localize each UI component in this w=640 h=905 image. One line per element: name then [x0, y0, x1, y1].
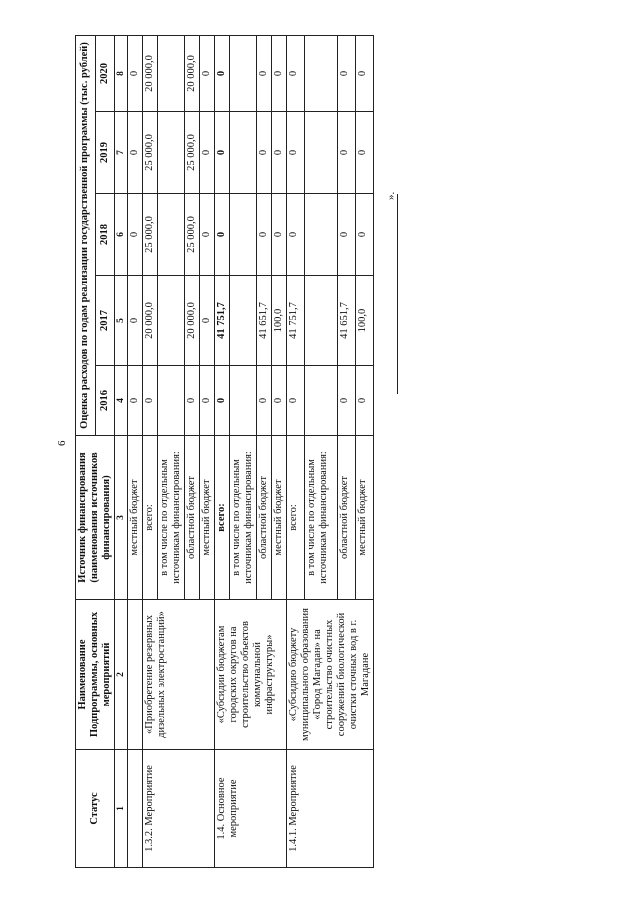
value-cell	[158, 194, 185, 276]
header-year: 2020	[95, 35, 115, 111]
index-cell: 4	[115, 366, 128, 436]
value-cell: 0	[128, 194, 143, 276]
value-cell: 25 000,0	[185, 194, 200, 276]
value-cell: 25 000,0	[185, 112, 200, 194]
value-cell: 0	[272, 112, 287, 194]
closing-quote: ».	[385, 191, 397, 200]
index-cell: 7	[115, 112, 128, 194]
source-cell: всего:	[215, 436, 230, 600]
value-cell: 0	[337, 366, 355, 436]
value-cell: 0	[287, 194, 305, 276]
index-cell: 1	[115, 750, 128, 868]
source-cell: областной бюджет	[257, 436, 272, 600]
table-row	[215, 35, 230, 867]
value-cell: 0	[337, 194, 355, 276]
value-cell	[305, 366, 338, 436]
value-cell: 0	[257, 35, 272, 111]
expenditure-table	[75, 35, 374, 868]
index-row	[115, 35, 128, 867]
value-cell	[305, 194, 338, 276]
value-cell: 0	[128, 366, 143, 436]
value-cell	[158, 366, 185, 436]
source-cell: местный бюджет	[200, 436, 215, 600]
value-cell: 0	[257, 112, 272, 194]
value-cell	[305, 112, 338, 194]
value-cell	[230, 366, 257, 436]
value-cell: 0	[287, 366, 305, 436]
value-cell: 0	[257, 366, 272, 436]
value-cell: 20 000,0	[185, 35, 200, 111]
value-cell: 0	[215, 194, 230, 276]
header-name: Наименование Подпрограммы, основных мероприятий	[76, 600, 115, 750]
status-cell	[128, 750, 143, 868]
value-cell: 0	[355, 194, 373, 276]
header-year: 2017	[95, 276, 115, 366]
status-cell: 1.4. Основное мероприятие	[215, 750, 287, 868]
value-cell: 20 000,0	[143, 276, 158, 366]
value-cell: 20 000,0	[143, 35, 158, 111]
value-cell: 100,0	[355, 276, 373, 366]
value-cell	[305, 276, 338, 366]
value-cell	[230, 276, 257, 366]
value-cell: 0	[257, 194, 272, 276]
header-status: Статус	[76, 750, 115, 868]
value-cell: 41 751,7	[287, 276, 305, 366]
value-cell: 25 000,0	[143, 112, 158, 194]
value-cell: 41 651,7	[337, 276, 355, 366]
value-cell: 0	[200, 366, 215, 436]
value-cell: 0	[355, 35, 373, 111]
value-cell: 0	[215, 35, 230, 111]
name-cell: «Субсидии бюджетам городских округов на строительство объектов коммунальной инфраструктуры»	[215, 600, 287, 750]
source-cell: областной бюджет	[337, 436, 355, 600]
source-cell: местный бюджет	[128, 436, 143, 600]
index-cell: 5	[115, 276, 128, 366]
index-cell: 2	[115, 600, 128, 750]
value-cell: 0	[128, 276, 143, 366]
rotated-page	[75, 36, 480, 868]
value-cell: 0	[143, 366, 158, 436]
index-cell: 3	[115, 436, 128, 600]
index-cell: 8	[115, 35, 128, 111]
value-cell: 0	[200, 112, 215, 194]
header-year: 2018	[95, 194, 115, 276]
value-cell: 0	[215, 112, 230, 194]
page-number: 6	[56, 440, 68, 446]
value-cell: 0	[128, 112, 143, 194]
index-cell: 6	[115, 194, 128, 276]
value-cell	[305, 35, 338, 111]
value-cell: 41 751,7	[215, 276, 230, 366]
status-cell: 1.3.2. Мероприятие	[143, 750, 215, 868]
value-cell	[230, 194, 257, 276]
source-cell: в том числе по отдельным источникам финансирования:	[158, 436, 185, 600]
table-row	[128, 35, 143, 867]
name-cell	[128, 600, 143, 750]
status-cell: 1.4.1. Мероприятие	[287, 750, 374, 868]
source-cell: в том числе по отдельным источникам финансирования:	[305, 436, 338, 600]
value-cell: 41 651,7	[257, 276, 272, 366]
header-year: 2016	[95, 366, 115, 436]
source-cell: всего:	[143, 436, 158, 600]
value-cell: 0	[128, 35, 143, 111]
value-cell: 0	[337, 112, 355, 194]
value-cell	[230, 112, 257, 194]
source-cell: всего:	[287, 436, 305, 600]
value-cell	[158, 112, 185, 194]
value-cell: 0	[272, 366, 287, 436]
value-cell: 100,0	[272, 276, 287, 366]
table-row	[287, 35, 305, 867]
closing-line	[397, 194, 398, 394]
value-cell: 0	[200, 194, 215, 276]
value-cell	[158, 35, 185, 111]
value-cell: 0	[215, 366, 230, 436]
value-cell: 25 000,0	[143, 194, 158, 276]
value-cell: 0	[287, 35, 305, 111]
value-cell	[158, 276, 185, 366]
name-cell: «Субсидию бюджету муниципального образования «Город Магадан» на строительство очистных сооружений биологической очистки сточных вод в г. Магадане	[287, 600, 374, 750]
value-cell: 0	[355, 112, 373, 194]
source-cell: местный бюджет	[272, 436, 287, 600]
table-row	[143, 35, 158, 867]
value-cell: 0	[272, 35, 287, 111]
closing-mark	[371, 36, 411, 868]
value-cell: 0	[337, 35, 355, 111]
value-cell: 0	[272, 194, 287, 276]
value-cell: 0	[355, 366, 373, 436]
value-cell: 0	[185, 366, 200, 436]
header-year: 2019	[95, 112, 115, 194]
value-cell	[230, 35, 257, 111]
header-source: Источник финансирования (наименования источников финансирования)	[76, 436, 115, 600]
value-cell: 0	[200, 35, 215, 111]
value-cell: 20 000,0	[185, 276, 200, 366]
value-cell: 0	[287, 112, 305, 194]
name-cell: «Приобретение резервных дизельных электростанций»	[143, 600, 215, 750]
value-cell: 0	[200, 276, 215, 366]
source-cell: местный бюджет	[355, 436, 373, 600]
header-estimate: Оценка расходов по годам реализации государственной программы (тыс. рублей)	[76, 35, 96, 435]
source-cell: в том числе по отдельным источникам финансирования:	[230, 436, 257, 600]
source-cell: областной бюджет	[185, 436, 200, 600]
